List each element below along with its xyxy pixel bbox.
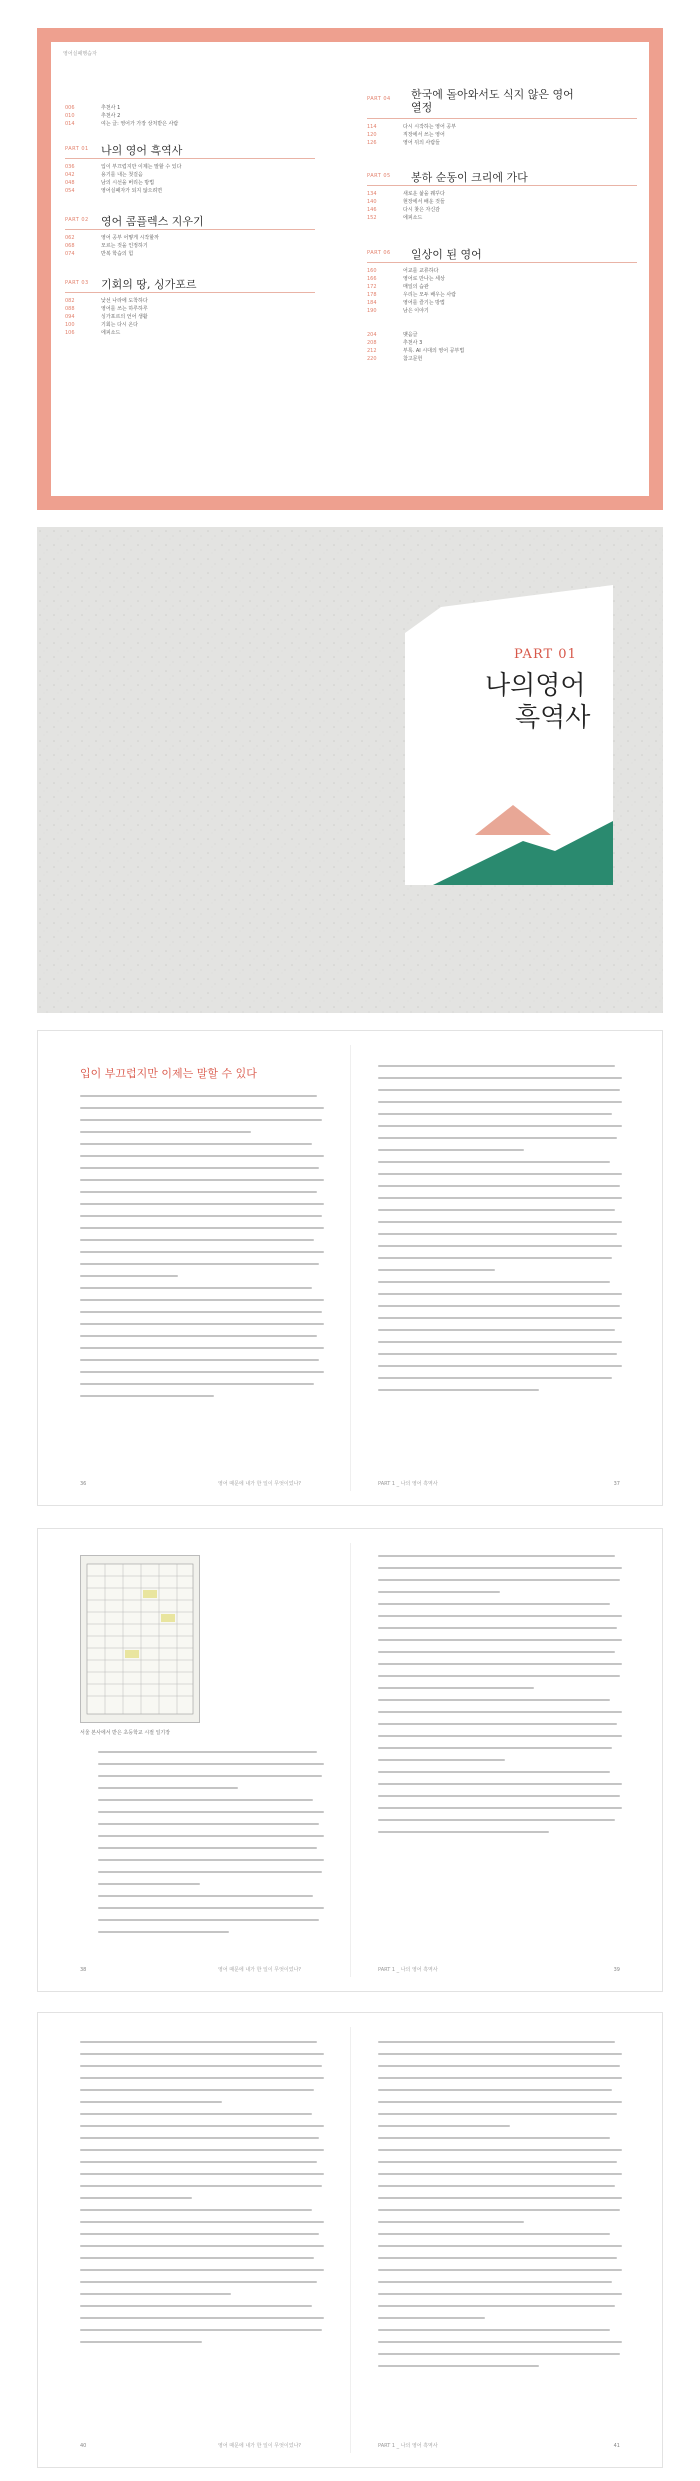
part-label: PART 01: [514, 647, 577, 662]
toc-part-title[interactable]: 봉하 순동이 크리에 가다: [411, 171, 528, 184]
part-opener-spread: [37, 527, 663, 1013]
toc-item[interactable]: 152 에피소드: [367, 215, 423, 221]
page-number: 41: [613, 2443, 620, 2449]
running-footer: 영어 때문에 내가 한 일이 무엇이었나?: [218, 2443, 302, 2449]
toc-outro-item[interactable]: 220 참고문헌: [367, 356, 423, 362]
photo-caption: 서울 본사에서 받은 초등학교 시절 일기장: [80, 1730, 171, 1736]
gutter: [350, 1045, 351, 1491]
toc-part-title[interactable]: 영어 콤플렉스 지우기: [101, 215, 204, 228]
toc-page: [51, 42, 649, 496]
toc-part-label: PART 06: [367, 250, 391, 256]
toc-spread: [37, 28, 663, 510]
toc-item[interactable]: 160 어교를 교류하다: [367, 268, 439, 274]
toc-part-title[interactable]: 나의 영어 흑역사: [101, 144, 183, 157]
running-footer: PART 1 _ 나의 영어 흑역사: [378, 2443, 438, 2449]
part-title-line1: 나의영어: [485, 671, 586, 701]
running-footer: 영어 때문에 내가 한 일이 무엇이었나?: [218, 1967, 302, 1973]
toc-divider: [367, 118, 637, 119]
text-spread-3: [37, 2012, 663, 2468]
toc-item[interactable]: 190 남은 이야기: [367, 308, 429, 314]
toc-item[interactable]: 054 영어실패자가 되지 않으려면: [65, 188, 163, 194]
toc-item[interactable]: 178 우리는 모두 배우는 사람: [367, 292, 457, 298]
toc-item[interactable]: 082 낯선 나라에 도착하다: [65, 298, 148, 304]
toc-intro-item[interactable]: 010 추천사 2: [65, 113, 121, 119]
text-spread-1: [37, 1030, 663, 1506]
gutter: [350, 1543, 351, 1977]
toc-part-title[interactable]: 기회의 땅, 싱가포르: [101, 278, 197, 291]
toc-divider: [65, 292, 315, 293]
toc-outro-item[interactable]: 208 추천사 3: [367, 340, 423, 346]
toc-item[interactable]: 134 새로운 삶을 꿰꾸다: [367, 191, 445, 197]
toc-divider: [65, 158, 315, 159]
toc-outro-item[interactable]: 204 맺음글: [367, 332, 418, 338]
toc-item[interactable]: 068 모르는 것을 인정하기: [65, 243, 148, 249]
page-number: 38: [80, 1967, 87, 1973]
toc-item[interactable]: 146 다시 찾은 자신감: [367, 207, 440, 213]
toc-item[interactable]: 094 싱가포르의 언어 생활: [65, 314, 148, 320]
toc-part-label: PART 05: [367, 173, 391, 179]
toc-item[interactable]: 088 영어를 쓰는 하루하루: [65, 306, 148, 312]
toc-item[interactable]: 062 영어 공부 어떻게 시작할까: [65, 235, 159, 241]
page-number: 39: [613, 1967, 620, 1973]
toc-intro-item[interactable]: 014 여는 글: 영어가 가장 상처받은 사람: [65, 121, 179, 127]
toc-item[interactable]: 166 영어로 만나는 세상: [367, 276, 445, 282]
toc-divider: [367, 262, 637, 263]
toc-item[interactable]: 042 용기를 내는 첫걸음: [65, 172, 143, 178]
running-footer: PART 1 _ 나의 영어 흑역사: [378, 1481, 438, 1487]
page-number: 37: [613, 1481, 620, 1487]
toc-divider: [65, 229, 315, 230]
toc-item[interactable]: 126 영어 뒤의 사람들: [367, 140, 440, 146]
toc-part-title[interactable]: 한국에 돌아와서도 식지 않은 영어 열정: [411, 88, 574, 114]
toc-intro-item[interactable]: 006 추천사 1: [65, 105, 121, 111]
toc-item[interactable]: 106 에피소드: [65, 330, 121, 336]
body-text-right: [378, 1065, 622, 1401]
diary-photo: [80, 1555, 200, 1723]
toc-divider: [367, 185, 637, 186]
toc-outro-item[interactable]: 212 부록. AI 시대의 영어 공부법: [367, 348, 465, 354]
gutter: [350, 2027, 351, 2453]
page-number: 36: [80, 1481, 87, 1487]
toc-header: 영어실패행습자: [63, 51, 97, 57]
page-number: 40: [80, 2443, 87, 2449]
running-footer: PART 1 _ 나의 영어 흑역사: [378, 1967, 438, 1973]
body-text-left: [80, 1095, 324, 1407]
part-title-line2: 흑역사: [515, 703, 591, 733]
running-footer: 영어 때문에 내가 한 일이 무엇이었나?: [218, 1481, 302, 1487]
diary-grid-illustration: [81, 1556, 199, 1722]
body-text-left: [80, 2041, 324, 2353]
toc-part-label: PART 03: [65, 280, 89, 286]
toc-item[interactable]: 048 남의 시선을 버리는 방법: [65, 180, 155, 186]
toc-part-title[interactable]: 일상이 된 영어: [411, 248, 482, 261]
toc-part-label: PART 04: [367, 96, 391, 102]
toc-item[interactable]: 120 직장에서 쓰는 영어: [367, 132, 445, 138]
toc-part-label: PART 02: [65, 217, 89, 223]
toc-item[interactable]: 036 입이 부끄럽지만 이제는 말할 수 있다: [65, 164, 182, 170]
body-text-right: [378, 2041, 622, 2377]
body-text-right: [378, 1555, 622, 1843]
title-panel: [405, 585, 615, 895]
section-heading: 입이 부끄럽지만 이제는 말할 수 있다: [80, 1067, 257, 1080]
body-text-left: [98, 1751, 324, 1943]
toc-item[interactable]: 172 매일의 습관: [367, 284, 429, 290]
toc-item[interactable]: 184 영어를 즐기는 방법: [367, 300, 445, 306]
text-spread-2: [37, 1528, 663, 1992]
toc-item[interactable]: 114 다시 시작하는 영어 공부: [367, 124, 457, 130]
toc-item[interactable]: 074 반복 학습의 힘: [65, 251, 134, 257]
toc-part-label: PART 01: [65, 146, 89, 152]
toc-item[interactable]: 140 현장에서 배운 것들: [367, 199, 445, 205]
toc-item[interactable]: 100 기회는 다시 온다: [65, 322, 138, 328]
